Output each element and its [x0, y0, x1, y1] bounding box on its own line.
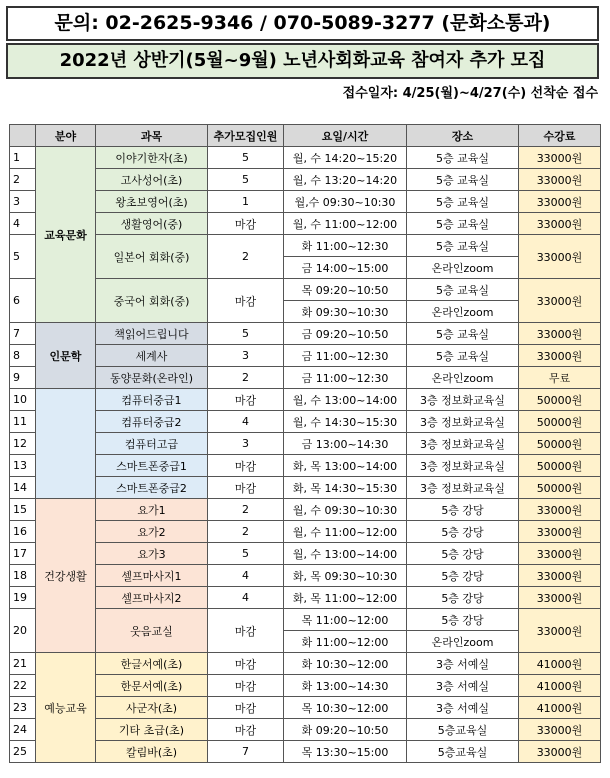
course-name: 스마트폰중급1: [96, 455, 208, 477]
recruit-count: 4: [208, 587, 284, 609]
category-cell: 건강생활: [36, 499, 96, 653]
course-name: 사군자(초): [96, 697, 208, 719]
table-body: [10, 147, 601, 763]
course-name: 왕초보영어(초): [96, 191, 208, 213]
table-row: [10, 213, 601, 235]
schedule-cell: 화 11:00~12:30: [284, 235, 407, 257]
course-name: 요가3: [96, 543, 208, 565]
row-number: 2: [10, 169, 36, 191]
place-cell: 5층 교육실: [407, 169, 519, 191]
table-row: [10, 499, 601, 521]
schedule-cell: 금 09:20~10:50: [284, 323, 407, 345]
recruit-count: 마감: [208, 675, 284, 697]
place-cell: 5층 강당: [407, 565, 519, 587]
recruit-count: 2: [208, 367, 284, 389]
place-cell: 5층 강당: [407, 499, 519, 521]
recruit-count: 5: [208, 323, 284, 345]
table-row: [10, 191, 601, 213]
fee-cell: 41000원: [519, 653, 601, 675]
recruit-count: 5: [208, 543, 284, 565]
table-header-row: [10, 125, 601, 147]
course-name: 스마트폰중급2: [96, 477, 208, 499]
fee-cell: 33000원: [519, 565, 601, 587]
recruit-count: 마감: [208, 477, 284, 499]
schedule-cell: 화 10:30~12:00: [284, 653, 407, 675]
schedule-cell: 월, 수 13:20~14:20: [284, 169, 407, 191]
place-cell: 5층 강당: [407, 543, 519, 565]
course-table: [9, 124, 601, 763]
row-number: 9: [10, 367, 36, 389]
place-cell: 5층 강당: [407, 587, 519, 609]
schedule-cell: 화 13:00~14:30: [284, 675, 407, 697]
course-name: 요가2: [96, 521, 208, 543]
table-row: [10, 455, 601, 477]
table-row: [10, 719, 601, 741]
place-cell: 3층 정보화교육실: [407, 411, 519, 433]
fee-cell: 41000원: [519, 675, 601, 697]
row-number: 21: [10, 653, 36, 675]
fee-cell: 50000원: [519, 433, 601, 455]
course-name: 한문서예(초): [96, 675, 208, 697]
row-number: 14: [10, 477, 36, 499]
contact-text: 문의: 02-2625-9346 / 070-5089-3277 (문화소통과): [54, 12, 551, 34]
row-number: 7: [10, 323, 36, 345]
row-number: 11: [10, 411, 36, 433]
header-fee: 수강료: [519, 125, 601, 147]
fee-cell: 33000원: [519, 521, 601, 543]
recruit-count: 마감: [208, 719, 284, 741]
fee-cell: 33000원: [519, 543, 601, 565]
header-schedule: 요일/시간: [284, 125, 407, 147]
recruit-count: 마감: [208, 697, 284, 719]
schedule-cell: 월, 수 09:30~10:30: [284, 499, 407, 521]
place-cell: 온라인zoom: [407, 631, 519, 653]
row-number: 13: [10, 455, 36, 477]
place-cell: 5층 교육실: [407, 147, 519, 169]
course-name: 웃음교실: [96, 609, 208, 653]
course-name: 이야기한자(초): [96, 147, 208, 169]
table-row: [10, 235, 601, 257]
fee-cell: 33000원: [519, 169, 601, 191]
row-number: 5: [10, 235, 36, 279]
recruit-count: 5: [208, 169, 284, 191]
table-row: [10, 521, 601, 543]
table-row: [10, 609, 601, 631]
place-cell: 3층 서예실: [407, 697, 519, 719]
place-cell: 5층교육실: [407, 719, 519, 741]
place-cell: 3층 정보화교육실: [407, 433, 519, 455]
row-number: 8: [10, 345, 36, 367]
place-cell: 3층 정보화교육실: [407, 455, 519, 477]
category-cell: 인문학: [36, 323, 96, 389]
table-row: [10, 653, 601, 675]
row-number: 24: [10, 719, 36, 741]
place-cell: 5층 교육실: [407, 213, 519, 235]
fee-cell: 33000원: [519, 191, 601, 213]
fee-cell: 33000원: [519, 279, 601, 323]
schedule-cell: 월, 수 13:00~14:00: [284, 389, 407, 411]
place-cell: 5층 교육실: [407, 191, 519, 213]
schedule-cell: 화 09:20~10:50: [284, 719, 407, 741]
schedule-cell: 월, 수 13:00~14:00: [284, 543, 407, 565]
schedule-cell: 월, 수 14:30~15:30: [284, 411, 407, 433]
fee-cell: 41000원: [519, 697, 601, 719]
place-cell: 5층 교육실: [407, 235, 519, 257]
fee-cell: 33000원: [519, 609, 601, 653]
recruit-count: 7: [208, 741, 284, 763]
schedule-cell: 화 09:30~10:30: [284, 301, 407, 323]
course-name: 셀프마사지1: [96, 565, 208, 587]
fee-cell: 33000원: [519, 741, 601, 763]
recruit-count: 1: [208, 191, 284, 213]
row-number: 23: [10, 697, 36, 719]
table-row: [10, 345, 601, 367]
course-name: 중국어 회화(중): [96, 279, 208, 323]
recruit-count: 4: [208, 565, 284, 587]
recruit-count: 2: [208, 499, 284, 521]
schedule-cell: 목 09:20~10:50: [284, 279, 407, 301]
course-name: 동양문화(온라인): [96, 367, 208, 389]
row-number: 16: [10, 521, 36, 543]
place-cell: 3층 서예실: [407, 675, 519, 697]
table-row: [10, 433, 601, 455]
fee-cell: 50000원: [519, 411, 601, 433]
table-row: [10, 323, 601, 345]
course-name: 컴퓨터고급: [96, 433, 208, 455]
category-cell: 교육문화: [36, 147, 96, 323]
fee-cell: 50000원: [519, 389, 601, 411]
course-name: 컴퓨터중급1: [96, 389, 208, 411]
schedule-cell: 화, 목 14:30~15:30: [284, 477, 407, 499]
recruit-count: 마감: [208, 213, 284, 235]
fee-cell: 50000원: [519, 477, 601, 499]
place-cell: 온라인zoom: [407, 367, 519, 389]
header-no: [10, 125, 36, 147]
fee-cell: 33000원: [519, 499, 601, 521]
schedule-cell: 금 14:00~15:00: [284, 257, 407, 279]
table-row: [10, 741, 601, 763]
course-name: 세계사: [96, 345, 208, 367]
table-row: [10, 389, 601, 411]
header-place: 장소: [407, 125, 519, 147]
table-row: [10, 169, 601, 191]
fee-cell: 33000원: [519, 213, 601, 235]
schedule-cell: 화 11:00~12:00: [284, 631, 407, 653]
row-number: 18: [10, 565, 36, 587]
table-row: [10, 411, 601, 433]
place-cell: 3층 정보화교육실: [407, 389, 519, 411]
recruit-count: 마감: [208, 653, 284, 675]
course-name: 생활영어(중): [96, 213, 208, 235]
schedule-cell: 화, 목 09:30~10:30: [284, 565, 407, 587]
fee-cell: 33000원: [519, 323, 601, 345]
place-cell: 온라인zoom: [407, 257, 519, 279]
schedule-cell: 금 11:00~12:30: [284, 345, 407, 367]
table-row: [10, 367, 601, 389]
table-row: [10, 565, 601, 587]
row-number: 19: [10, 587, 36, 609]
row-number: 22: [10, 675, 36, 697]
page-title: 2022년 상반기(5월~9월) 노년사회화교육 참여자 추가 모집: [59, 50, 546, 71]
recruit-count: 5: [208, 147, 284, 169]
recruit-count: 3: [208, 433, 284, 455]
place-cell: 5층 교육실: [407, 345, 519, 367]
fee-cell: 33000원: [519, 235, 601, 279]
table-row: [10, 543, 601, 565]
schedule-cell: 목 11:00~12:00: [284, 609, 407, 631]
place-cell: 5층 강당: [407, 521, 519, 543]
row-number: 25: [10, 741, 36, 763]
table-row: [10, 587, 601, 609]
recruit-count: 마감: [208, 389, 284, 411]
fee-cell: 33000원: [519, 587, 601, 609]
category-cell: [36, 389, 96, 499]
row-number: 20: [10, 609, 36, 653]
schedule-cell: 금 11:00~12:30: [284, 367, 407, 389]
course-name: 기타 초급(초): [96, 719, 208, 741]
row-number: 1: [10, 147, 36, 169]
table-row: [10, 147, 601, 169]
place-cell: 5층 교육실: [407, 323, 519, 345]
application-period: 접수일자: 4/25(월)~4/27(수) 선착순 접수: [342, 86, 598, 101]
fee-cell: 33000원: [519, 719, 601, 741]
recruit-count: 2: [208, 521, 284, 543]
table-row: [10, 477, 601, 499]
table-row: [10, 279, 601, 301]
schedule-cell: 금 13:00~14:30: [284, 433, 407, 455]
schedule-cell: 월, 수 11:00~12:00: [284, 521, 407, 543]
course-name: 고사성어(초): [96, 169, 208, 191]
row-number: 3: [10, 191, 36, 213]
recruit-count: 마감: [208, 279, 284, 323]
schedule-cell: 화, 목 11:00~12:00: [284, 587, 407, 609]
course-name: 한글서예(초): [96, 653, 208, 675]
row-number: 17: [10, 543, 36, 565]
header-count: 추가모집인원: [208, 125, 284, 147]
course-name: 일본어 회화(중): [96, 235, 208, 279]
schedule-cell: 화, 목 13:00~14:00: [284, 455, 407, 477]
fee-cell: 33000원: [519, 147, 601, 169]
schedule-cell: 월,수 09:30~10:30: [284, 191, 407, 213]
place-cell: 3층 정보화교육실: [407, 477, 519, 499]
recruit-count: 3: [208, 345, 284, 367]
recruit-count: 2: [208, 235, 284, 279]
table-row: [10, 697, 601, 719]
fee-cell: 무료: [519, 367, 601, 389]
row-number: 15: [10, 499, 36, 521]
place-cell: 5층 강당: [407, 609, 519, 631]
place-cell: 3층 서예실: [407, 653, 519, 675]
row-number: 12: [10, 433, 36, 455]
schedule-cell: 목 10:30~12:00: [284, 697, 407, 719]
course-name: 컴퓨터중급2: [96, 411, 208, 433]
table-row: [10, 675, 601, 697]
course-name: 셀프마사지2: [96, 587, 208, 609]
contact-banner: [6, 6, 599, 41]
fee-cell: 50000원: [519, 455, 601, 477]
row-number: 10: [10, 389, 36, 411]
title-banner: [6, 43, 599, 79]
place-cell: 5층 교육실: [407, 279, 519, 301]
header-course: 과목: [96, 125, 208, 147]
recruit-count: 4: [208, 411, 284, 433]
header-category: 분야: [36, 125, 96, 147]
schedule-cell: 월, 수 11:00~12:00: [284, 213, 407, 235]
row-number: 4: [10, 213, 36, 235]
course-name: 칼림바(초): [96, 741, 208, 763]
recruit-count: 마감: [208, 455, 284, 477]
row-number: 6: [10, 279, 36, 323]
fee-cell: 33000원: [519, 345, 601, 367]
place-cell: 온라인zoom: [407, 301, 519, 323]
recruit-count: 마감: [208, 609, 284, 653]
schedule-cell: 목 13:30~15:00: [284, 741, 407, 763]
course-name: 요가1: [96, 499, 208, 521]
place-cell: 5층교육실: [407, 741, 519, 763]
course-name: 책읽어드립니다: [96, 323, 208, 345]
category-cell: 예능교육: [36, 653, 96, 763]
schedule-cell: 월, 수 14:20~15:20: [284, 147, 407, 169]
